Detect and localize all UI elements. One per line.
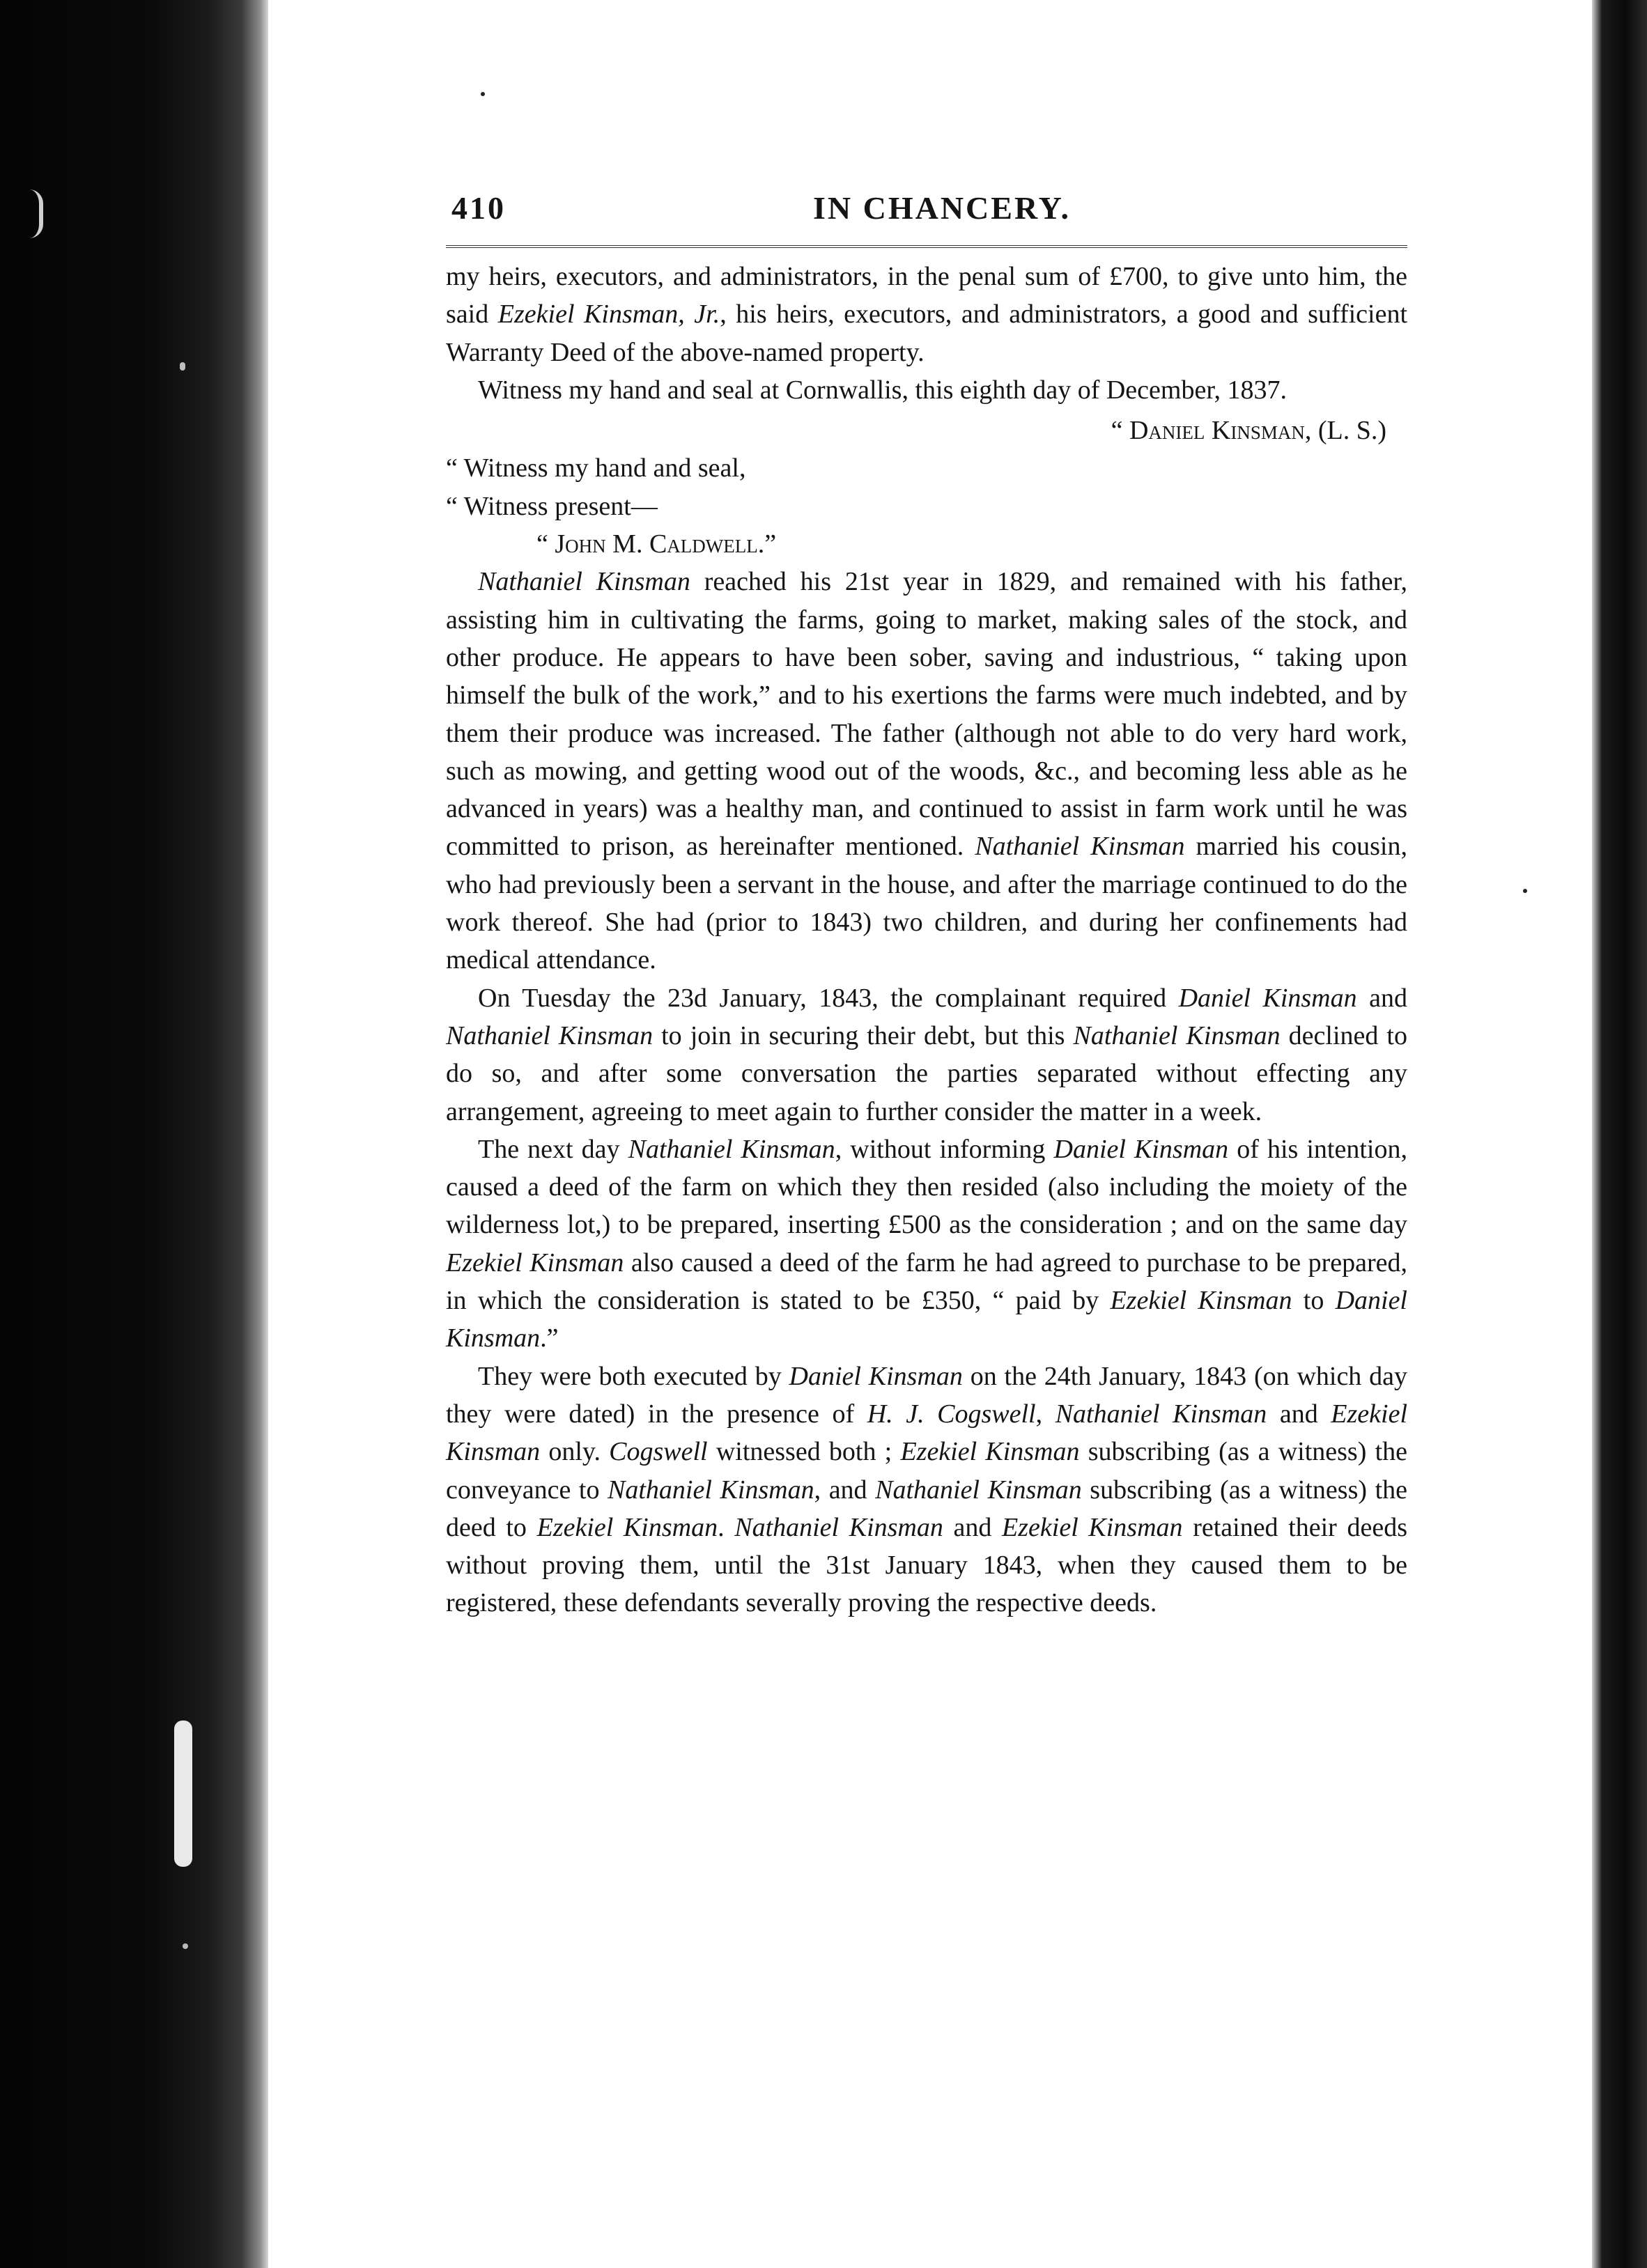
italic-name: Ezekiel Kinsman (446, 1248, 624, 1277)
book-binding-shadow (0, 0, 268, 2268)
text-run: , without informing (835, 1134, 1054, 1164)
text-run: They were both executed by (478, 1361, 789, 1391)
text-run: my heirs, executors, and administrators, in the penal sum of £700, to give unto him, the said (446, 262, 1407, 329)
page-number: 410 (451, 190, 506, 226)
book-page (446, 188, 1407, 1622)
italic-name: Ezekiel Kinsman, Jr. (497, 300, 720, 329)
text-run: , and (814, 1475, 876, 1505)
italic-name: Nathaniel Kinsman (628, 1134, 835, 1164)
text-run: also caused a deed of the farm he had agreed to purchase to be prepared, in which the consideration is stated to be £350, “ paid by (446, 1248, 1407, 1316)
text-run: married his cousin, who had previously been a servant in the house, and after the marriage continued to do the work thereof. She had (prior to 1843) two children, and during her confinements had medical attendance. (446, 832, 1407, 975)
italic-name: Ezekiel Kinsman (446, 1399, 1407, 1467)
italic-name: Ezekiel Kinsman (536, 1512, 718, 1542)
italic-name: Ezekiel Kinsman (1110, 1286, 1292, 1316)
running-title: IN CHANCERY. (813, 190, 1072, 226)
text-run: On Tuesday the 23d January, 1843, the complainant required (478, 983, 1179, 1013)
italic-name: Nathaniel Kinsman (734, 1512, 943, 1542)
text-run: reached his 21st year in 1829, and remained with his father, assisting him in cultivating the farms, going to market, making sales of the stock, and other produce. He appears to have been sober, saving and industrious, “ taking upon himself the bulk of the work,” and to his exertions the farms were much indebted, and by them their produce was increased. The father (although not able to do very hard work, such as mowing, and getting wood out of the woods, &c., and becoming less able as he advanced in years) was a healthy man, and continued to assist in farm work until he was committed to prison, as hereinafter mentioned. (446, 567, 1407, 862)
italic-name: Nathaniel Kinsman (478, 567, 690, 597)
text-run: retained their deeds without proving them, until the 31st January 1843, when they caused them to be registered, these defendants severally proving the respective deeds. (446, 1512, 1407, 1618)
italic-name: Daniel Kinsman (1053, 1134, 1229, 1164)
text-run: only. (540, 1437, 610, 1467)
binding-mark (174, 1721, 192, 1867)
witness-name: “ John M. Caldwell.” (536, 529, 777, 559)
italic-name: H. J. Cogswell (867, 1399, 1036, 1429)
paragraph: Witness my hand and seal at Cornwallis, this eighth day of December, 1837. (478, 375, 1287, 405)
text-run: and (1267, 1399, 1331, 1429)
text-run: declined to do so, and after some conversation the parties separated without effecting any arrangement, agreeing to meet again to further consider the matter in a week. (446, 1020, 1407, 1126)
header-rule (446, 245, 1407, 248)
text-run: to (1292, 1286, 1336, 1316)
italic-name: Nathaniel Kinsman (1073, 1020, 1281, 1050)
text-run: and (943, 1512, 1003, 1542)
italic-name: Cogswell (609, 1437, 708, 1467)
page-body (446, 258, 1407, 1622)
text-run: , his heirs, executors, and administrators, a good and sufficient Warranty Deed of the above-named property. (446, 300, 1407, 367)
italic-name: Nathaniel Kinsman (1055, 1399, 1267, 1429)
next-page-edge (1592, 0, 1647, 2268)
text-run: to join in securing their debt, but this (653, 1020, 1074, 1050)
text-run: The next day (478, 1134, 628, 1164)
speck (481, 92, 485, 96)
italic-name: Nathaniel Kinsman (875, 1475, 1082, 1505)
italic-name: Nathaniel Kinsman (608, 1475, 814, 1505)
text-run: of his intention, caused a deed of the farm on which they then resided (also including the moiety of the wilderness lot,) to be prepared, inserting £500 as the consideration ; and on the same day (446, 1134, 1407, 1240)
witness-present-line: “ Witness present— (446, 491, 658, 521)
paragraph (446, 1358, 1407, 1622)
text-run: subscribing (as a witness) the conveyance to (446, 1437, 1407, 1505)
paragraph (446, 1131, 1407, 1358)
text-run: .” (540, 1323, 559, 1353)
text-run: witnessed both ; (707, 1437, 901, 1467)
text-run: and (1356, 983, 1407, 1013)
italic-name: Nathaniel Kinsman (975, 832, 1185, 862)
text-run: , (1035, 1399, 1056, 1429)
page-header (446, 188, 1407, 238)
paragraph (446, 979, 1407, 1131)
text-run: subscribing (as a witness) the deed to (446, 1475, 1408, 1542)
paragraph (446, 563, 1407, 979)
binding-mark (183, 1943, 188, 1949)
italic-name: Daniel Kinsman (1178, 983, 1357, 1013)
italic-name: Ezekiel Kinsman (900, 1437, 1080, 1467)
text-run: on the 24th January, 1843 (on which day they were dated) in the presence of (446, 1361, 1407, 1429)
speck (1523, 889, 1527, 893)
italic-name: Daniel Kinsman (446, 1286, 1407, 1353)
italic-name: Daniel Kinsman (789, 1361, 963, 1391)
italic-name: Ezekiel Kinsman (1002, 1512, 1183, 1542)
paragraph (446, 258, 1407, 371)
binding-mark (29, 189, 43, 238)
text-run: . (718, 1512, 735, 1542)
witness-line: “ Witness my hand and seal, (446, 453, 746, 483)
italic-name: Nathaniel Kinsman (446, 1020, 654, 1050)
signature-line: “ Daniel Kinsman, (L. S.) (1111, 416, 1386, 446)
binding-mark (180, 362, 185, 371)
